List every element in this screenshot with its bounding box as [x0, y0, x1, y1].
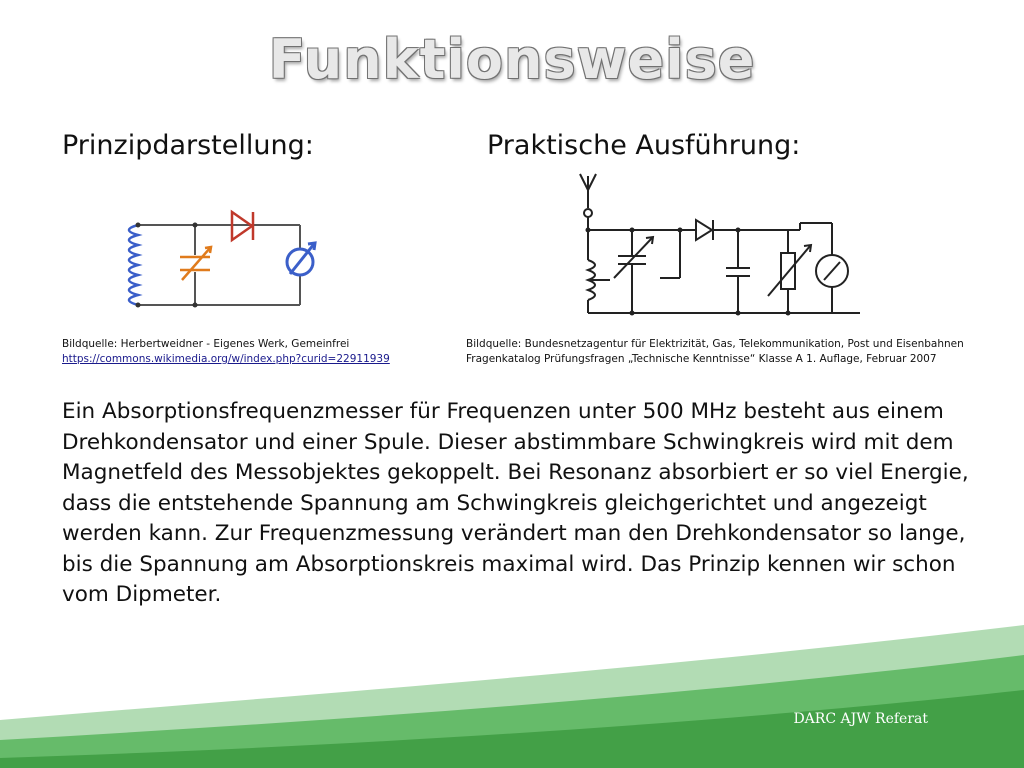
right-credit-line1: Bildquelle: Bundesnetzagentur für Elektrizität, Gas, Telekommunikation, Post und Eisenbahnen: [466, 338, 964, 350]
body-paragraph: Ein Absorptionsfrequenzmesser für Frequenzen unter 500 MHz besteht aus einem Drehkondensator und einer Spule. Dieser abstimmbare Schwingkreis wird mit dem Magnetfeld des Messobjektes gekoppelt. Bei Resonanz absorbiert er so viel Energie, dass die entstehende Spannung am Schwingkreis gleichgerichtet und angezeigt werden kann. Zur Frequenzmessung verändert man den Drehkondensator so lange, bis die Spannung am Absorptionskreis maximal wird. Das Prinzip kennen wir schon vom Dipmeter.: [62, 399, 969, 607]
practical-circuit-diagram: [570, 168, 870, 328]
capacitor-icon: [726, 230, 750, 313]
left-credit-text: Bildquelle: Herbertweidner - Eigenes Werk, Gemeinfrei: [62, 338, 350, 350]
principle-circuit-diagram: [110, 200, 340, 320]
slide-title: Funktionsweise: [268, 28, 756, 91]
left-heading: Prinzipdarstellung:: [62, 130, 314, 161]
right-heading: Praktische Ausführung:: [487, 130, 801, 161]
left-credit-link[interactable]: https://commons.wikimedia.org/w/index.php?curid=22911939: [62, 353, 390, 365]
footer-decoration: [0, 600, 1024, 768]
footer-label: DARC AJW Referat: [793, 711, 928, 727]
meter-icon: [287, 243, 315, 275]
variable-capacitor-icon: [614, 230, 653, 313]
coil-icon: [129, 225, 138, 305]
potentiometer-icon: [768, 230, 811, 313]
antenna-icon: [580, 174, 596, 217]
meter-icon: [816, 255, 848, 287]
diode-icon: [696, 220, 713, 240]
right-credit-line2: Fragenkatalog Prüfungsfragen „Technische Kenntnisse“ Klasse A 1. Auflage, Februar 2007: [466, 353, 937, 365]
left-image-credit: [62, 337, 390, 367]
right-image-credit: [466, 337, 964, 367]
